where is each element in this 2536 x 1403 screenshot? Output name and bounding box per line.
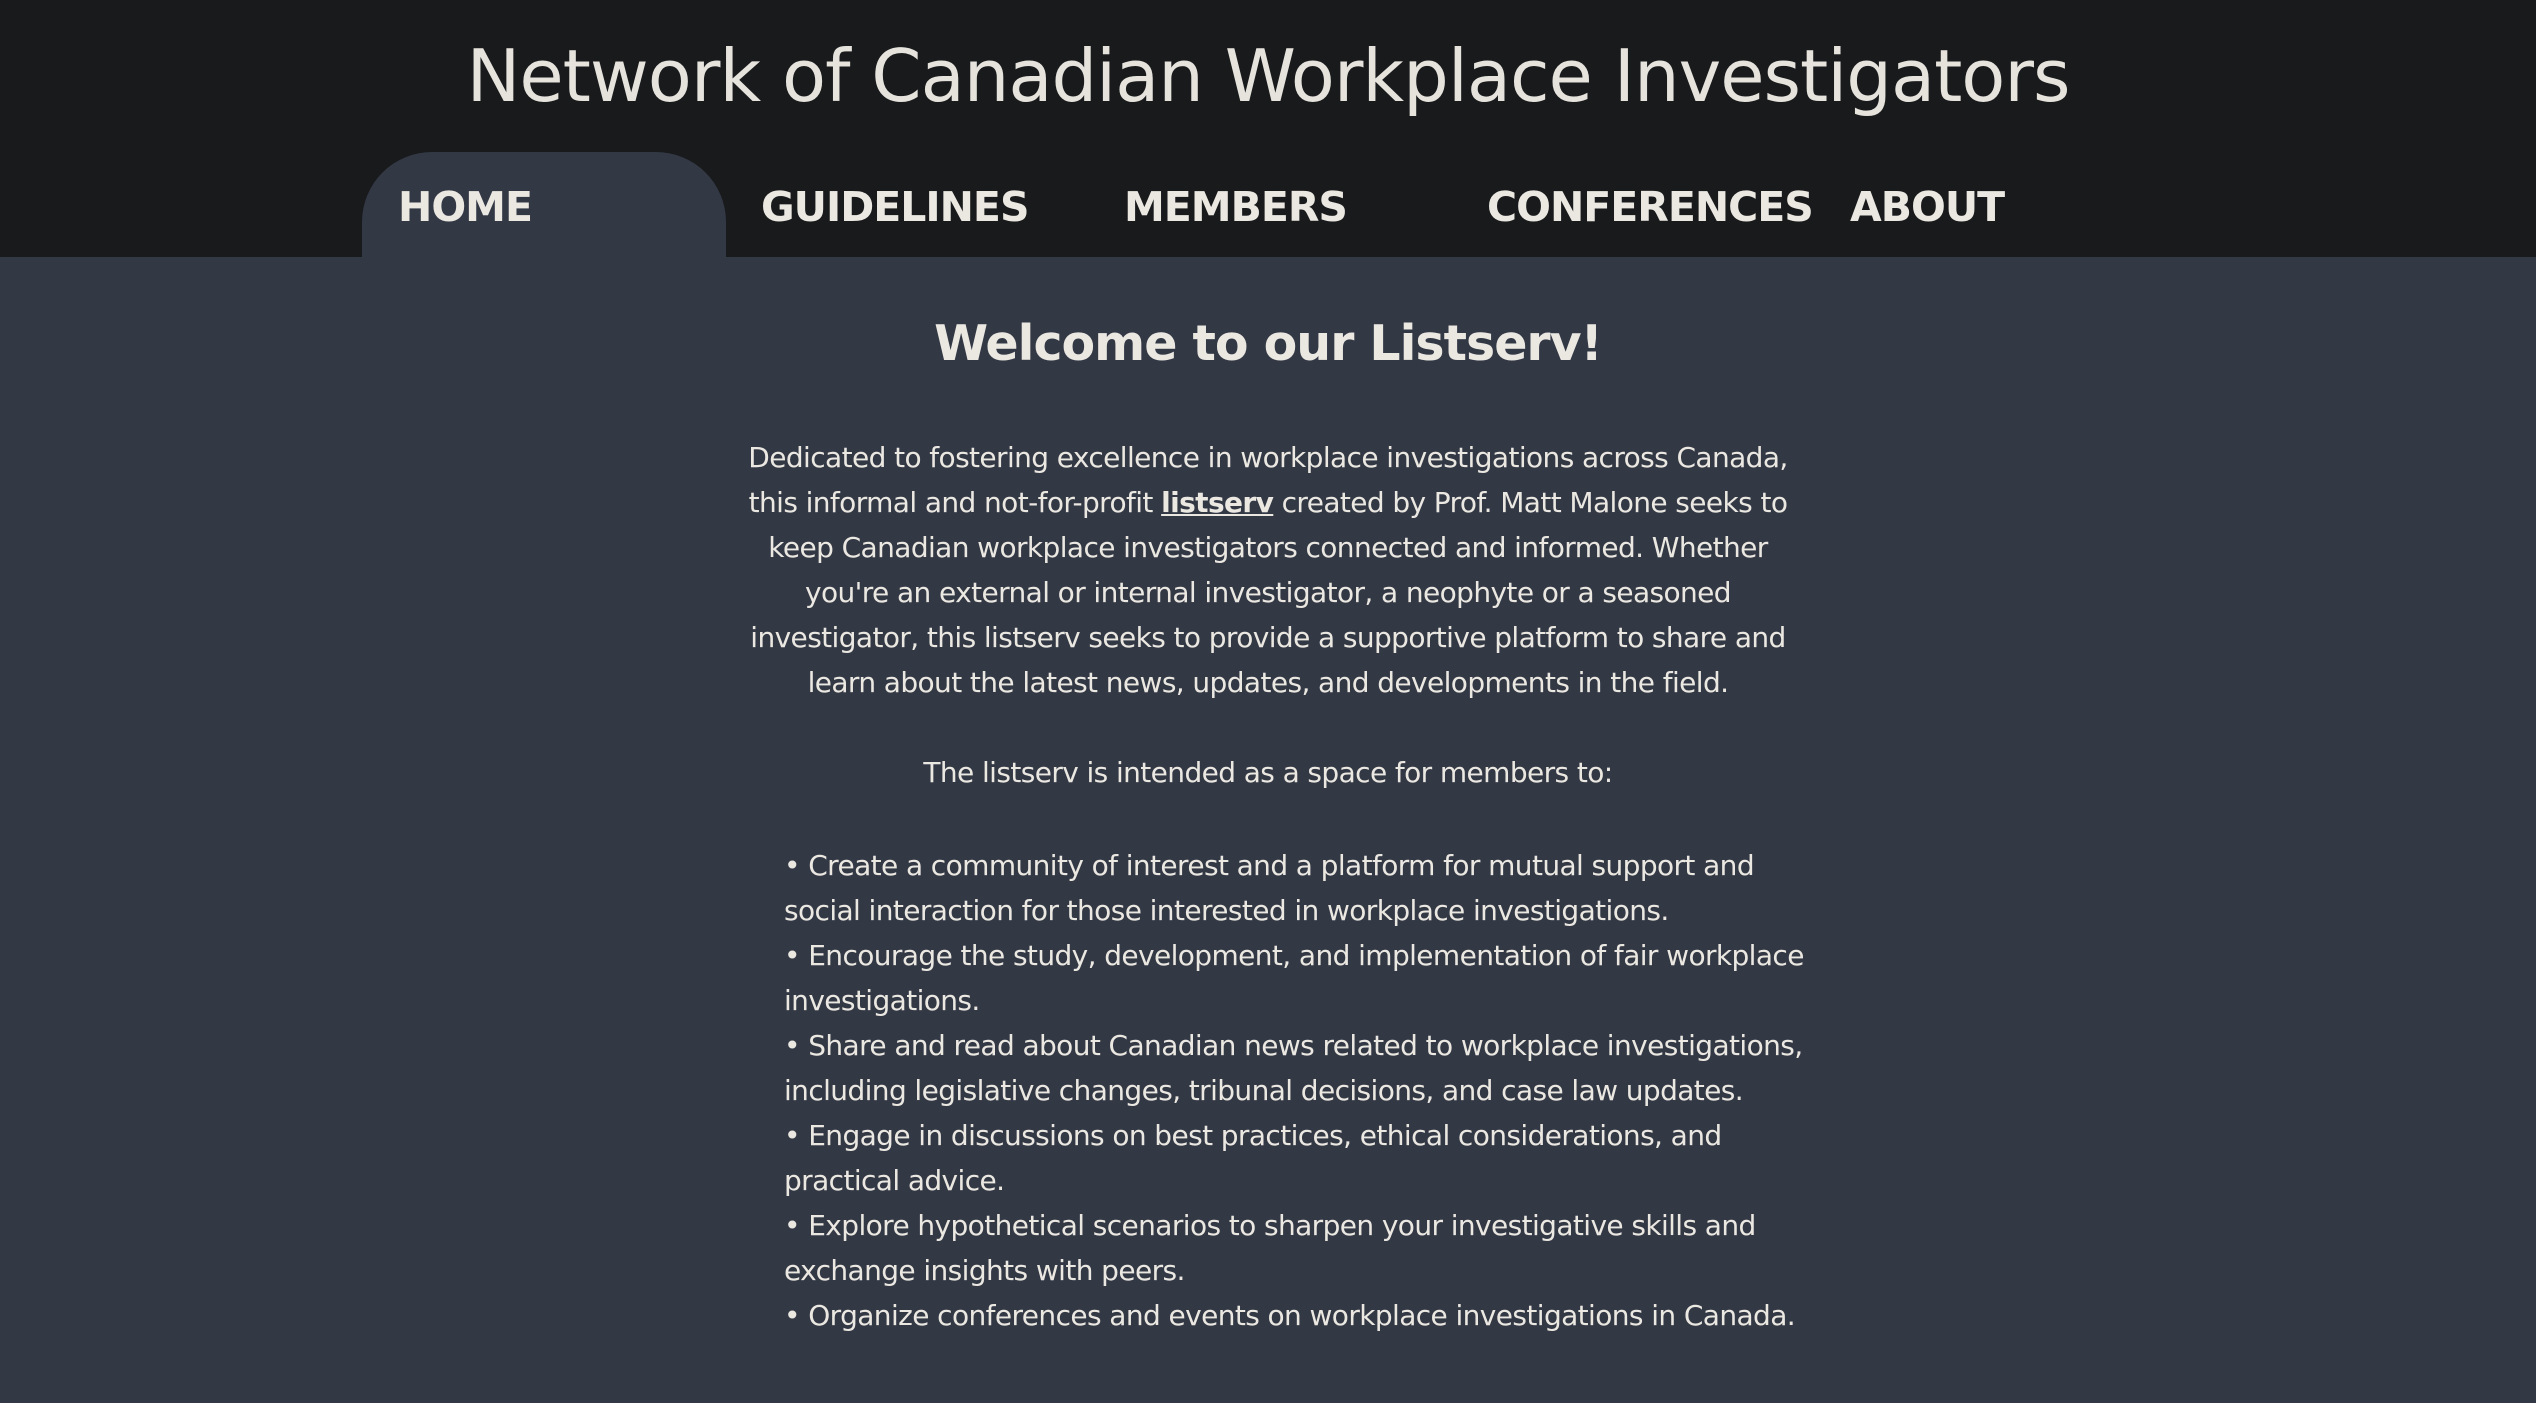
nav-item-conferences[interactable]: CONFERENCES <box>1487 183 1813 231</box>
list-item: • Organize conferences and events on workplace investigations in Canada. <box>784 1299 1796 1332</box>
purpose-list <box>784 843 1804 1338</box>
listserv-link[interactable]: listserv <box>1161 486 1274 519</box>
intro-text-start: Dedicated to fostering excellence in workplace investigations across Canada, this informal and not-for-profit <box>748 441 1788 519</box>
nav-item-home[interactable]: HOME <box>362 152 726 257</box>
site-title: Network of Canadian Workplace Investigators <box>466 34 2070 118</box>
page-heading: Welcome to our Listserv! <box>934 315 1602 372</box>
list-item: • Encourage the study, development, and implementation of fair workplace investigations. <box>784 939 1804 1017</box>
list-item: • Share and read about Canadian news related to workplace investigations, including legislative changes, tribunal decisions, and case law updates. <box>784 1029 1803 1107</box>
list-item: • Engage in discussions on best practices, ethical considerations, and practical advice. <box>784 1119 1722 1197</box>
nav-item-guidelines[interactable]: GUIDELINES <box>761 183 1029 231</box>
nav-item-about[interactable]: ABOUT <box>1850 183 2005 231</box>
intro-text-end: created by Prof. Matt Malone seeks to keep Canadian workplace investigators connected and informed. Whether you're an external or internal investigator, a neophyte or a seasoned investigator, this listserv seeks to provide a supportive platform to share and learn about the latest news, updates, and developments in the field. <box>750 486 1788 699</box>
list-item: • Create a community of interest and a platform for mutual support and social interaction for those interested in workplace investigations. <box>784 849 1754 927</box>
intro-paragraph <box>746 435 1790 705</box>
nav-item-members[interactable]: MEMBERS <box>1124 183 1347 231</box>
bullets-lead: The listserv is intended as a space for members to: <box>923 756 1613 789</box>
site-header <box>0 0 2536 257</box>
list-item: • Explore hypothetical scenarios to sharpen your investigative skills and exchange insights with peers. <box>784 1209 1756 1287</box>
main-nav <box>0 152 2536 257</box>
